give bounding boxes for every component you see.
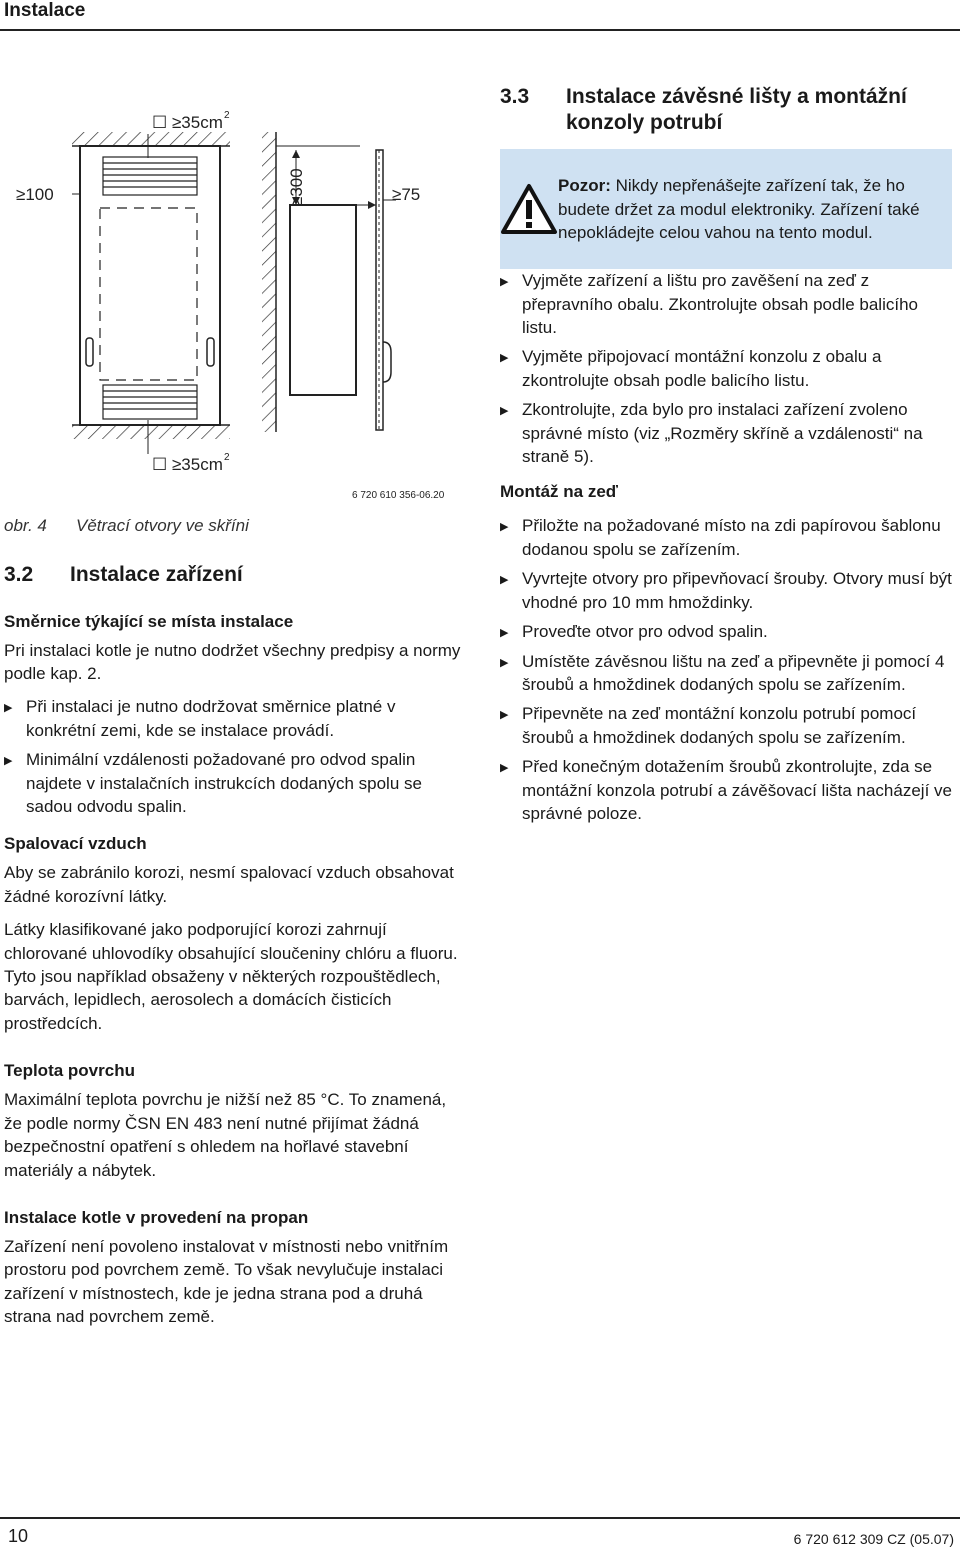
ceiling-hatch — [72, 132, 230, 146]
bullet-arrow-icon: ▶ — [500, 709, 509, 722]
bullet-arrow-icon: ▶ — [500, 762, 509, 775]
label-area-bottom: ☐ ≥35cm — [152, 455, 223, 474]
subheading-surface-temperature: Teplota povrchu — [4, 1061, 135, 1081]
cabinet-handle-right — [207, 338, 214, 366]
bullet-arrow-icon: ▶ — [500, 574, 509, 587]
subheading-wall-mounting: Montáž na zeď — [500, 482, 619, 502]
bullet-arrow-icon: ▶ — [500, 405, 509, 418]
left-column — [4, 562, 464, 1339]
list-item: ▶ Přiložte na požadované místo na zdi papírovou šablonu dodanou spolu se zařízením. — [500, 516, 941, 559]
cabinet-outline — [80, 146, 220, 425]
label-area-bottom-sup: 2 — [224, 452, 230, 463]
label-75: ≥75 — [392, 185, 421, 204]
paragraph-corrosion: Aby se zabránilo korozi, nesmí spalovací vzduch obsahovat žádné korozívní látky. — [4, 863, 454, 906]
section-3-3-title: 3.3 Instalace závěsné lišty a montážní konzoly potrubí — [500, 85, 907, 134]
page-header-title: Instalace — [4, 0, 86, 21]
list-item: ▶ Umístěte závěsnou lištu na zeď a připevněte ji pomocí 4 šroubů a hmoždinek dodaných spolu se zařízením. — [500, 651, 945, 694]
list-item: ▶ Proveďte otvor pro odvod spalin. — [500, 620, 952, 643]
list-item: ▶ Vyjměte připojovací montážní konzolu z obalu a zkontrolujte obsah podle balicího listu. — [500, 347, 882, 390]
label-100: ≥100 — [16, 185, 54, 204]
bullet-list-regulations — [4, 695, 464, 818]
header-rule — [0, 29, 960, 31]
list-item: ▶ Vyvrtejte otvory pro připevňovací šrouby. Otvory musí být vhodné pro 10 mm hmoždinky. — [500, 569, 952, 612]
top-vent-grille — [103, 157, 197, 195]
list-item: ▶ Vyjměte zařízení a lištu pro zavěšení na zeď z přepravního obalu. Zkontrolujte obsah podle balicího listu. — [500, 271, 918, 338]
drawing-id: 6 720 610 356-06.20 — [352, 490, 445, 501]
wall-hatch — [262, 132, 276, 432]
list-item: ▶ Při instalaci je nutno dodržovat směrnice platné v konkrétní zemi, kde se instalace provádí. — [4, 697, 396, 740]
paragraph-surface-temperature: Maximální teplota povrchu je nižší než 85 °C. To znamená, že podle normy ČSN EN 483 není nutné přijímat žádná bezpečnostní opatření s ohledem na hořlavé stavební materiály a nábytek. — [4, 1090, 447, 1180]
floor-hatch — [72, 425, 230, 439]
bullet-arrow-icon: ▶ — [500, 627, 509, 640]
subheading-placement: Směrnice týkající se místa instalace — [4, 611, 294, 631]
bottom-vent-grille — [103, 385, 197, 419]
paragraph-corrosive-substances: Látky klasifikované jako podporující korozi zahrnují chlorované uhlovodíky obsahující sloučeniny chlóru a fluoru. Tyto jsou například obsaženy v některých rozpouštědlech, barvách, lepidlech, aerosolech a domácích čisticích prostředcích. — [4, 920, 458, 1033]
document-code: 6 720 612 309 CZ (05.07) — [793, 1531, 954, 1547]
page-number: 10 — [8, 1526, 29, 1546]
list-item: ▶ Minimální vzdálenosti požadované pro odvod spalin najdete v instalačních instrukcích dodaných spolu se sadou odvodu spalin. — [4, 750, 422, 817]
list-item: ▶ Zkontrolujte, zda bylo pro instalaci zařízení zvoleno správné místo (viz „Rozměry skříně a vzdálenosti“ na straně 5). — [500, 400, 923, 467]
bullet-arrow-icon: ▶ — [500, 656, 509, 669]
warning-text: Pozor: Nikdy nepřenášejte zařízení tak, že ho budete držet za modul elektroniky. Zařízení také nepokládejte celou vahou na tento modul. — [558, 176, 920, 242]
boiler-side — [290, 205, 356, 395]
section-3-2-title: 3.2 Instalace zařízení — [4, 563, 243, 586]
bullet-arrow-icon: ▶ — [4, 702, 13, 715]
footer-rule — [0, 1517, 960, 1519]
figure-caption-number: obr. 4 — [4, 516, 47, 535]
subheading-combustion-air: Spalovací vzduch — [4, 834, 147, 854]
subheading-propane: Instalace kotle v provedení na propan — [4, 1207, 309, 1227]
ventilation-diagram — [0, 60, 470, 510]
figure-caption — [4, 516, 249, 536]
paragraph-regulations: Pri instalaci kotle je nutno dodržet všechny predpisy a normy podle kap. 2. — [4, 640, 461, 684]
bullet-arrow-icon: ▶ — [500, 521, 509, 534]
figure-caption-text: Větrací otvory ve skříni — [76, 516, 249, 535]
label-area-top: ☐ ≥35cm — [152, 113, 223, 132]
warning-box — [500, 149, 952, 269]
bullet-arrow-icon: ▶ — [500, 352, 509, 365]
list-item: ▶ Před konečným dotažením šroubů zkontrolujte, zda se montážní konzola potrubí a závěšovací lišta nacházejí ve správné poloze. — [500, 757, 952, 823]
cabinet-handle-left — [86, 338, 93, 366]
bullet-arrow-icon: ▶ — [4, 755, 13, 768]
paragraph-propane: Zařízení není povoleno instalovat v místnosti nebo vnitřním prostoru pod povrchem země. To však nevylučuje instalaci zařízení v místnostech, kde je jedna strana pod a druhá strana nad povrchem země. — [4, 1236, 449, 1327]
bullet-list-unpacking — [500, 269, 952, 468]
list-item: ▶ Připevněte na zeď montážní konzolu potrubí pomocí šroubů a hmoždinek dodaných spolu se zařízením. — [500, 704, 917, 747]
boiler-dashed-outline — [100, 208, 197, 380]
label-300: ≥300 — [287, 168, 306, 206]
warning-triangle-icon — [500, 149, 558, 269]
right-column — [500, 84, 952, 839]
bullet-list-wall-mounting — [500, 514, 952, 825]
label-area-top-sup: 2 — [224, 110, 230, 121]
bullet-arrow-icon: ▶ — [500, 276, 509, 289]
